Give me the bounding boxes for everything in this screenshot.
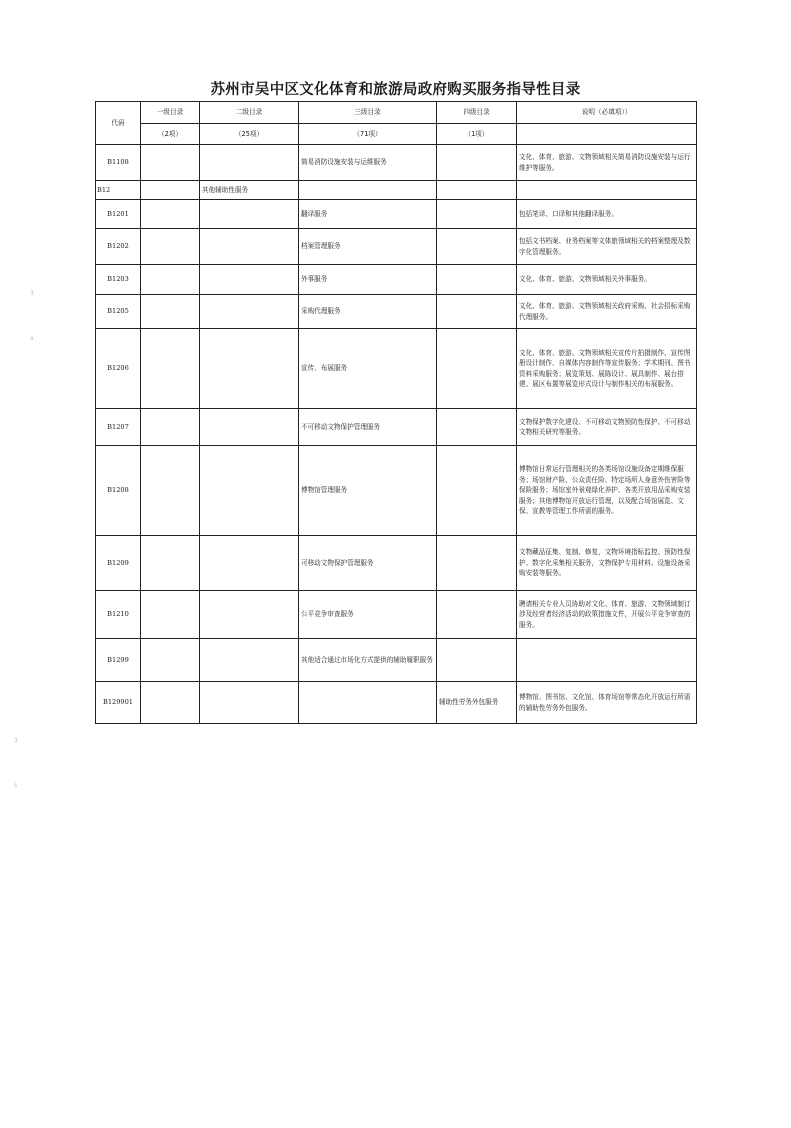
row-desc: 博物馆日常运行管理相关的各类场馆设施设备定期维保服务；场馆财产险、公众责任险、特定场所人身意外伤害险等保险服务；场馆室外景观绿化养护、各类开放用品采购安装服务；其他博物馆开放运行管理，以及配合场馆展览、文保、宣教等管理工作所需的服务。 — [517, 446, 697, 536]
row-level3 — [299, 682, 437, 724]
table-row — [96, 145, 697, 181]
table-row — [96, 181, 697, 200]
header-code: 代码 — [96, 102, 141, 145]
table-row — [96, 446, 697, 536]
row-level2 — [200, 200, 299, 229]
row-code: B1210 — [96, 591, 141, 639]
row-code: B1209 — [96, 536, 141, 591]
row-level1 — [141, 145, 200, 181]
row-code: B1108 — [96, 145, 141, 181]
header-level2: 二级目录 — [200, 102, 299, 124]
margin-mark: 3 — [14, 737, 18, 744]
row-desc — [517, 181, 697, 200]
row-level4 — [437, 446, 517, 536]
row-level4 — [437, 536, 517, 591]
row-level4 — [437, 591, 517, 639]
table-row — [96, 536, 697, 591]
table-row — [96, 200, 697, 229]
table-row — [96, 639, 697, 682]
row-level3: 翻译服务 — [299, 200, 437, 229]
row-code: B12 — [96, 181, 141, 200]
row-level2 — [200, 145, 299, 181]
row-desc: 文化、体育、旅游、文物领域相关简易消防设施安装与运行维护等服务。 — [517, 145, 697, 181]
row-level3: 不可移动文物保护管理服务 — [299, 409, 437, 446]
row-level4: 辅助性劳务外包服务 — [437, 682, 517, 724]
row-level3: 简易消防设施安装与运维服务 — [299, 145, 437, 181]
header-level3-count: （71项） — [299, 124, 437, 145]
header-level4: 四级目录 — [437, 102, 517, 124]
row-level2 — [200, 536, 299, 591]
header-desc-blank — [517, 124, 697, 145]
header-level1-count: （2项） — [141, 124, 200, 145]
row-code: B129901 — [96, 682, 141, 724]
row-level3 — [299, 181, 437, 200]
header-row — [96, 102, 697, 124]
row-desc — [517, 639, 697, 682]
row-level4 — [437, 409, 517, 446]
row-level4 — [437, 229, 517, 265]
row-desc: 聘请相关专业人员协助对文化、体育、旅游、文物领域制订涉及经营者经济活动的政策措施文件，开展公平竞争审查的服务。 — [517, 591, 697, 639]
margin-mark: 3 — [30, 290, 34, 297]
row-code: B1208 — [96, 446, 141, 536]
row-level1 — [141, 446, 200, 536]
row-level3: 公平竞争审查服务 — [299, 591, 437, 639]
row-level1 — [141, 536, 200, 591]
row-level1 — [141, 591, 200, 639]
row-desc: 包括文书档案、业务档案等文体旅领域相关的档案整理及数字化管理服务。 — [517, 229, 697, 265]
row-level1 — [141, 200, 200, 229]
header-level4-count: （1项） — [437, 124, 517, 145]
row-level2 — [200, 295, 299, 329]
table-row — [96, 265, 697, 295]
row-desc: 文化、体育、旅游、文物领域相关宣传片拍摄制作、宣传图册设计制作、自媒体内容制作等宣传服务；学术期刊、图书资料采购服务；展览策划、展陈设计、展具制作、展台搭建、展区布置等展览形式设计与制作相关的布展服务。 — [517, 329, 697, 409]
row-desc: 文化、体育、旅游、文物领域相关政府采购、社会招标采购代理服务。 — [517, 295, 697, 329]
row-level4 — [437, 181, 517, 200]
table-row — [96, 591, 697, 639]
catalog-table — [95, 101, 697, 724]
row-level3: 采购代理服务 — [299, 295, 437, 329]
row-desc: 博物馆、图书馆、文化馆、体育场馆等常态化开放运行所需的辅助性劳务外包服务。 — [517, 682, 697, 724]
row-level1 — [141, 409, 200, 446]
row-level1 — [141, 639, 200, 682]
row-code: B1201 — [96, 200, 141, 229]
row-level3: 博物馆管理服务 — [299, 446, 437, 536]
row-code: B1299 — [96, 639, 141, 682]
row-level2 — [200, 682, 299, 724]
header-count-row — [96, 124, 697, 145]
row-level1 — [141, 265, 200, 295]
row-desc: 文化、体育、旅游、文物领域相关外事服务。 — [517, 265, 697, 295]
page-title: 苏州市吴中区文化体育和旅游局政府购买服务指导性目录 — [210, 82, 581, 98]
row-level2: 其他辅助性服务 — [200, 181, 299, 200]
margin-mark: a — [30, 335, 34, 342]
row-level3: 宣传、布展服务 — [299, 329, 437, 409]
row-level2 — [200, 446, 299, 536]
row-code: B1207 — [96, 409, 141, 446]
row-level4 — [437, 639, 517, 682]
row-level3: 可移动文物保护管理服务 — [299, 536, 437, 591]
row-desc: 包括笔译、口译和其他翻译服务。 — [517, 200, 697, 229]
margin-mark: s — [14, 782, 18, 789]
row-level1 — [141, 682, 200, 724]
table-row — [96, 409, 697, 446]
row-level1 — [141, 181, 200, 200]
row-level2 — [200, 409, 299, 446]
table-row — [96, 295, 697, 329]
row-level4 — [437, 145, 517, 181]
row-level4 — [437, 295, 517, 329]
row-level2 — [200, 639, 299, 682]
row-code: B1206 — [96, 329, 141, 409]
header-desc: 说明（必填项）） — [517, 102, 697, 124]
row-code: B1205 — [96, 295, 141, 329]
header-level1: 一级目录 — [141, 102, 200, 124]
row-level1 — [141, 329, 200, 409]
table-row — [96, 229, 697, 265]
row-desc: 文物保护数字化建设、不可移动文物预防性保护、不可移动文物相关研究等服务。 — [517, 409, 697, 446]
table-row — [96, 329, 697, 409]
row-level1 — [141, 295, 200, 329]
row-level3: 外事服务 — [299, 265, 437, 295]
row-code: B1203 — [96, 265, 141, 295]
row-desc: 文物藏品征集、复制、修复，文物环境指标监控、预防性保护、数字化采集相关服务，文物保护专用材料、设施设备采购安装等服务。 — [517, 536, 697, 591]
header-level3: 三级目录 — [299, 102, 437, 124]
row-level3: 其他适合通过市场化方式提供的辅助履职服务 — [299, 639, 437, 682]
header-level2-count: （25项） — [200, 124, 299, 145]
row-level4 — [437, 265, 517, 295]
row-level4 — [437, 329, 517, 409]
row-level3: 档案管理服务 — [299, 229, 437, 265]
row-level4 — [437, 200, 517, 229]
row-code: B1202 — [96, 229, 141, 265]
row-level1 — [141, 229, 200, 265]
row-level2 — [200, 265, 299, 295]
row-level2 — [200, 229, 299, 265]
row-level2 — [200, 329, 299, 409]
row-level2 — [200, 591, 299, 639]
table-row — [96, 682, 697, 724]
